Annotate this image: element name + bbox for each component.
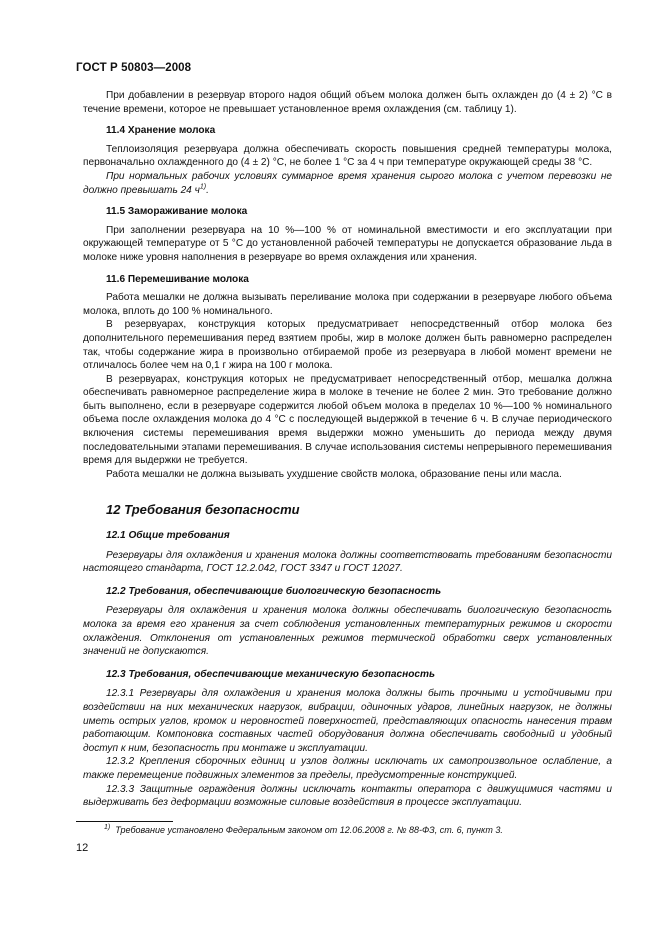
section-11-6-paragraph-2: В резервуарах, конструкция которых предусматривает непосредственный отбор молока без дополнительного перемешивания перед взятием пробы, жир в молоке должен быть равномерно распределен так, чтобы содержание жира в произвольно отбираемой пробе из резервуара в любой момент времени не отличалось более чем на 0,1 г жира на 100 г молока. [83,319,612,372]
section-11-4-paragraph-2 [83,170,612,197]
footnote [104,825,503,835]
section-11-6-title: 11.6 Перемешивание молока [106,273,249,285]
section-12-title: 12 Требования безопасности [106,502,300,518]
section-11-6-paragraph-3: В резервуарах, конструкция которых не предусматривает непосредственный отбор, мешалка должна обеспечивать равномерное распределение жира в молоке в течение не более 2 мин. Это требование должно быть выполнено, если в резервуаре содержится любой объем молока в пределах 10 %—100 % номинального объема после охлаждения молока до 4 °С с последующей выдержкой в течение 6 ч. В случае периодического включения системы перемешивания время выдержки можно уменьшить до периода между двумя последовательными этапами перемешивания. В случае использования системы непрерывного перемешивания время для выдержки не требуется. [83,373,612,467]
page-content [83,89,612,810]
section-11-4-paragraph-2-text: При нормальных рабочих условиях суммарное время хранения сырого молока с учетом перевозки не должно превышать 24 ч [83,170,612,196]
section-11-4-paragraph-1: Теплоизоляция резервуара должна обеспечивать скорость повышения средней температуры молока, первоначально охлажденного до (4 ± 2) °С, не более 1 °С за 4 ч при температуре окружающей среды 38 °С. [83,143,612,169]
footnote-mark: 1) [104,824,111,831]
intro-paragraph: При добавлении в резервуар второго надоя общий объем молока должен быть охлажден до (4 ± 2) °С в течение времени, которое не превышает установленное время охлаждения (см. таблицу 1). [83,90,612,115]
section-11-4-paragraph-2-end: . [206,184,209,196]
section-12-2-paragraph: Резервуары для охлаждения и хранения молока должны обеспечивать биологическую безопасность молока за время его хранения за счет соблюдения установленных температурных режимов и скорости охлаждения. Отклонения от установленных режимов термической обработки сверх установленных значений не допускаются. [83,605,612,658]
section-11-4-title: 11.4 Хранение молока [106,125,216,137]
section-12-3-2-paragraph: 12.3.2 Крепления сборочных единиц и узлов должны исключать их самопроизвольное ослабление, а также перемещение подвижных элементов за пределы, предусмотренные конструкцией. [83,756,612,781]
section-11-6-paragraph-1: Работа мешалки не должна вызывать переливание молока при содержании в резервуаре любого объема молока, вплоть до 100 % номинального. [83,292,612,317]
section-11-5-paragraph-1: При заполнении резервуара на 10 %—100 % от номинальной вместимости и его эксплуатации при окружающей температуре от 5 °С до установленной рабочей температуры не допускается образование льда в молоке ниже уровня наполнения в резервуаре во время охлаждения или хранения. [83,224,612,263]
footnote-divider [76,821,173,822]
section-11-5-title: 11.5 Замораживание молока [106,206,248,218]
section-12-3-1-paragraph: 12.3.1 Резервуары для охлаждения и хранения молока должны быть прочными и устойчивыми при воздействии на них механических нагрузок, вибрации, одиночных ударов, линейных нагрузок, не должны иметь острых углов, кромок и неровностей поверхностей, представляющих опасность нанесения травм работающим. Компоновка составных частей оборудования должна обеспечивать свободный и удобный доступ к ним, безопасность при монтаже и эксплуатации. [83,688,612,754]
section-12-1-title: 12.1 Общие требования [106,530,230,542]
page-number: 12 [76,842,89,854]
footnote-reference: 1) [199,183,207,191]
section-12-3-title: 12.3 Требования, обеспечивающие механическую безопасность [106,668,435,680]
section-12-2-title: 12.2 Требования, обеспечивающие биологическую безопасность [106,585,442,597]
section-11-6-paragraph-4: Работа мешалки не должна вызывать ухудшение свойств молока, образование пены или масла. [106,468,562,480]
section-12-3-3-paragraph: 12.3.3 Защитные ограждения должны исключать контакты оператора с движущимися частями и выдерживать без деформации возможные силовые воздействия в процессе эксплуатации. [83,783,612,809]
standard-header: ГОСТ Р 50803—2008 [76,62,192,74]
section-12-1-paragraph: Резервуары для охлаждения и хранения молока должны соответствовать требованиям безопасности настоящего стандарта, ГОСТ 12.2.042, ГОСТ 3347 и ГОСТ 12027. [83,549,612,575]
footnote-text: Требование установлено Федеральным законом от 12.06.2008 г. № 88-ФЗ, ст. 6, пункт 3. [115,825,503,835]
